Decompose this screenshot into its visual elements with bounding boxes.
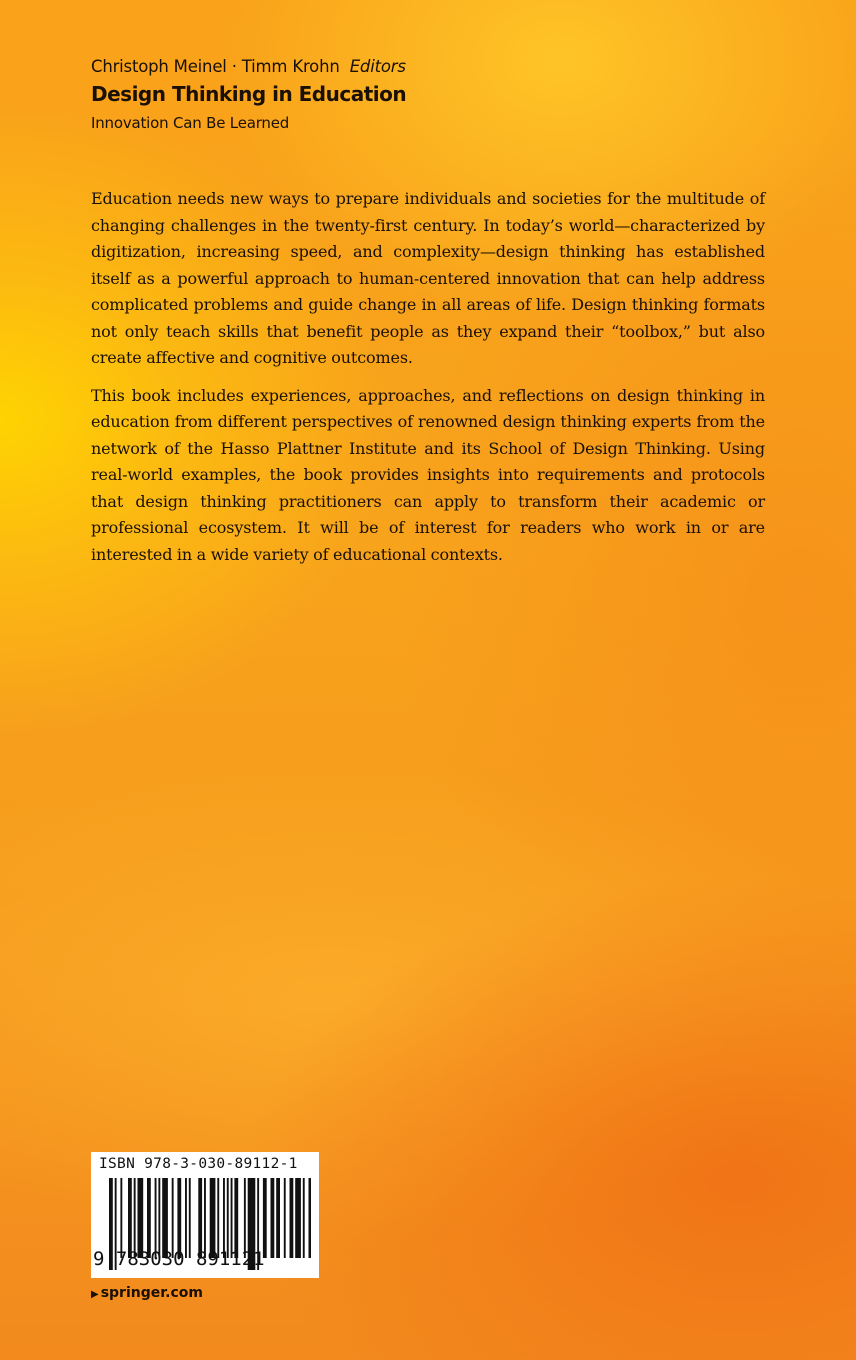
isbn-label: ISBN 978-3-030-89112-1 bbox=[99, 1156, 298, 1172]
editor-name-1: Christoph Meinel bbox=[91, 57, 227, 76]
publisher-url: springer.com bbox=[100, 1285, 203, 1301]
editor-name-2: Timm Krohn bbox=[241, 57, 340, 76]
barcode-digits: 9 783030 891121 bbox=[93, 1248, 265, 1270]
book-description bbox=[91, 186, 765, 579]
book-title: Design Thinking in Education bbox=[91, 82, 407, 106]
description-paragraph-1: Education needs new ways to prepare individuals and societies for the multitude of changing challenges in the twenty-first century. In today’s world—characterized by digitization, increasing speed, and complexity—design thinking has established itself as a powerful approach to human-centered innovation that can help address complicated problems and guide change in all areas of life. Design thinking formats not only teach skills that benefit people as they expand their “toolbox,” but also create affective and cognitive outcomes. bbox=[91, 189, 765, 367]
book-subtitle: Innovation Can Be Learned bbox=[91, 114, 290, 132]
editors-role: Editors bbox=[349, 57, 406, 76]
triangle-right-icon: ▶ bbox=[91, 1289, 99, 1300]
editors-line bbox=[91, 56, 751, 78]
cover-header bbox=[91, 56, 751, 135]
description-paragraph-2: This book includes experiences, approaches, and reflections on design thinking in education from different perspectives of renowned design thinking experts from the network of the Hasso Plattner Institute and its School of Design Thinking. Using real-world examples, the book provides insights into requirements and protocols that design thinking practitioners can apply to transform their academic or professional ecosystem. It will be of interest for readers who work in or are interested in a wide variety of educational contexts. bbox=[91, 385, 765, 564]
publisher-link[interactable] bbox=[91, 1283, 203, 1305]
editor-separator: · bbox=[226, 57, 242, 76]
isbn-barcode bbox=[91, 1152, 319, 1278]
